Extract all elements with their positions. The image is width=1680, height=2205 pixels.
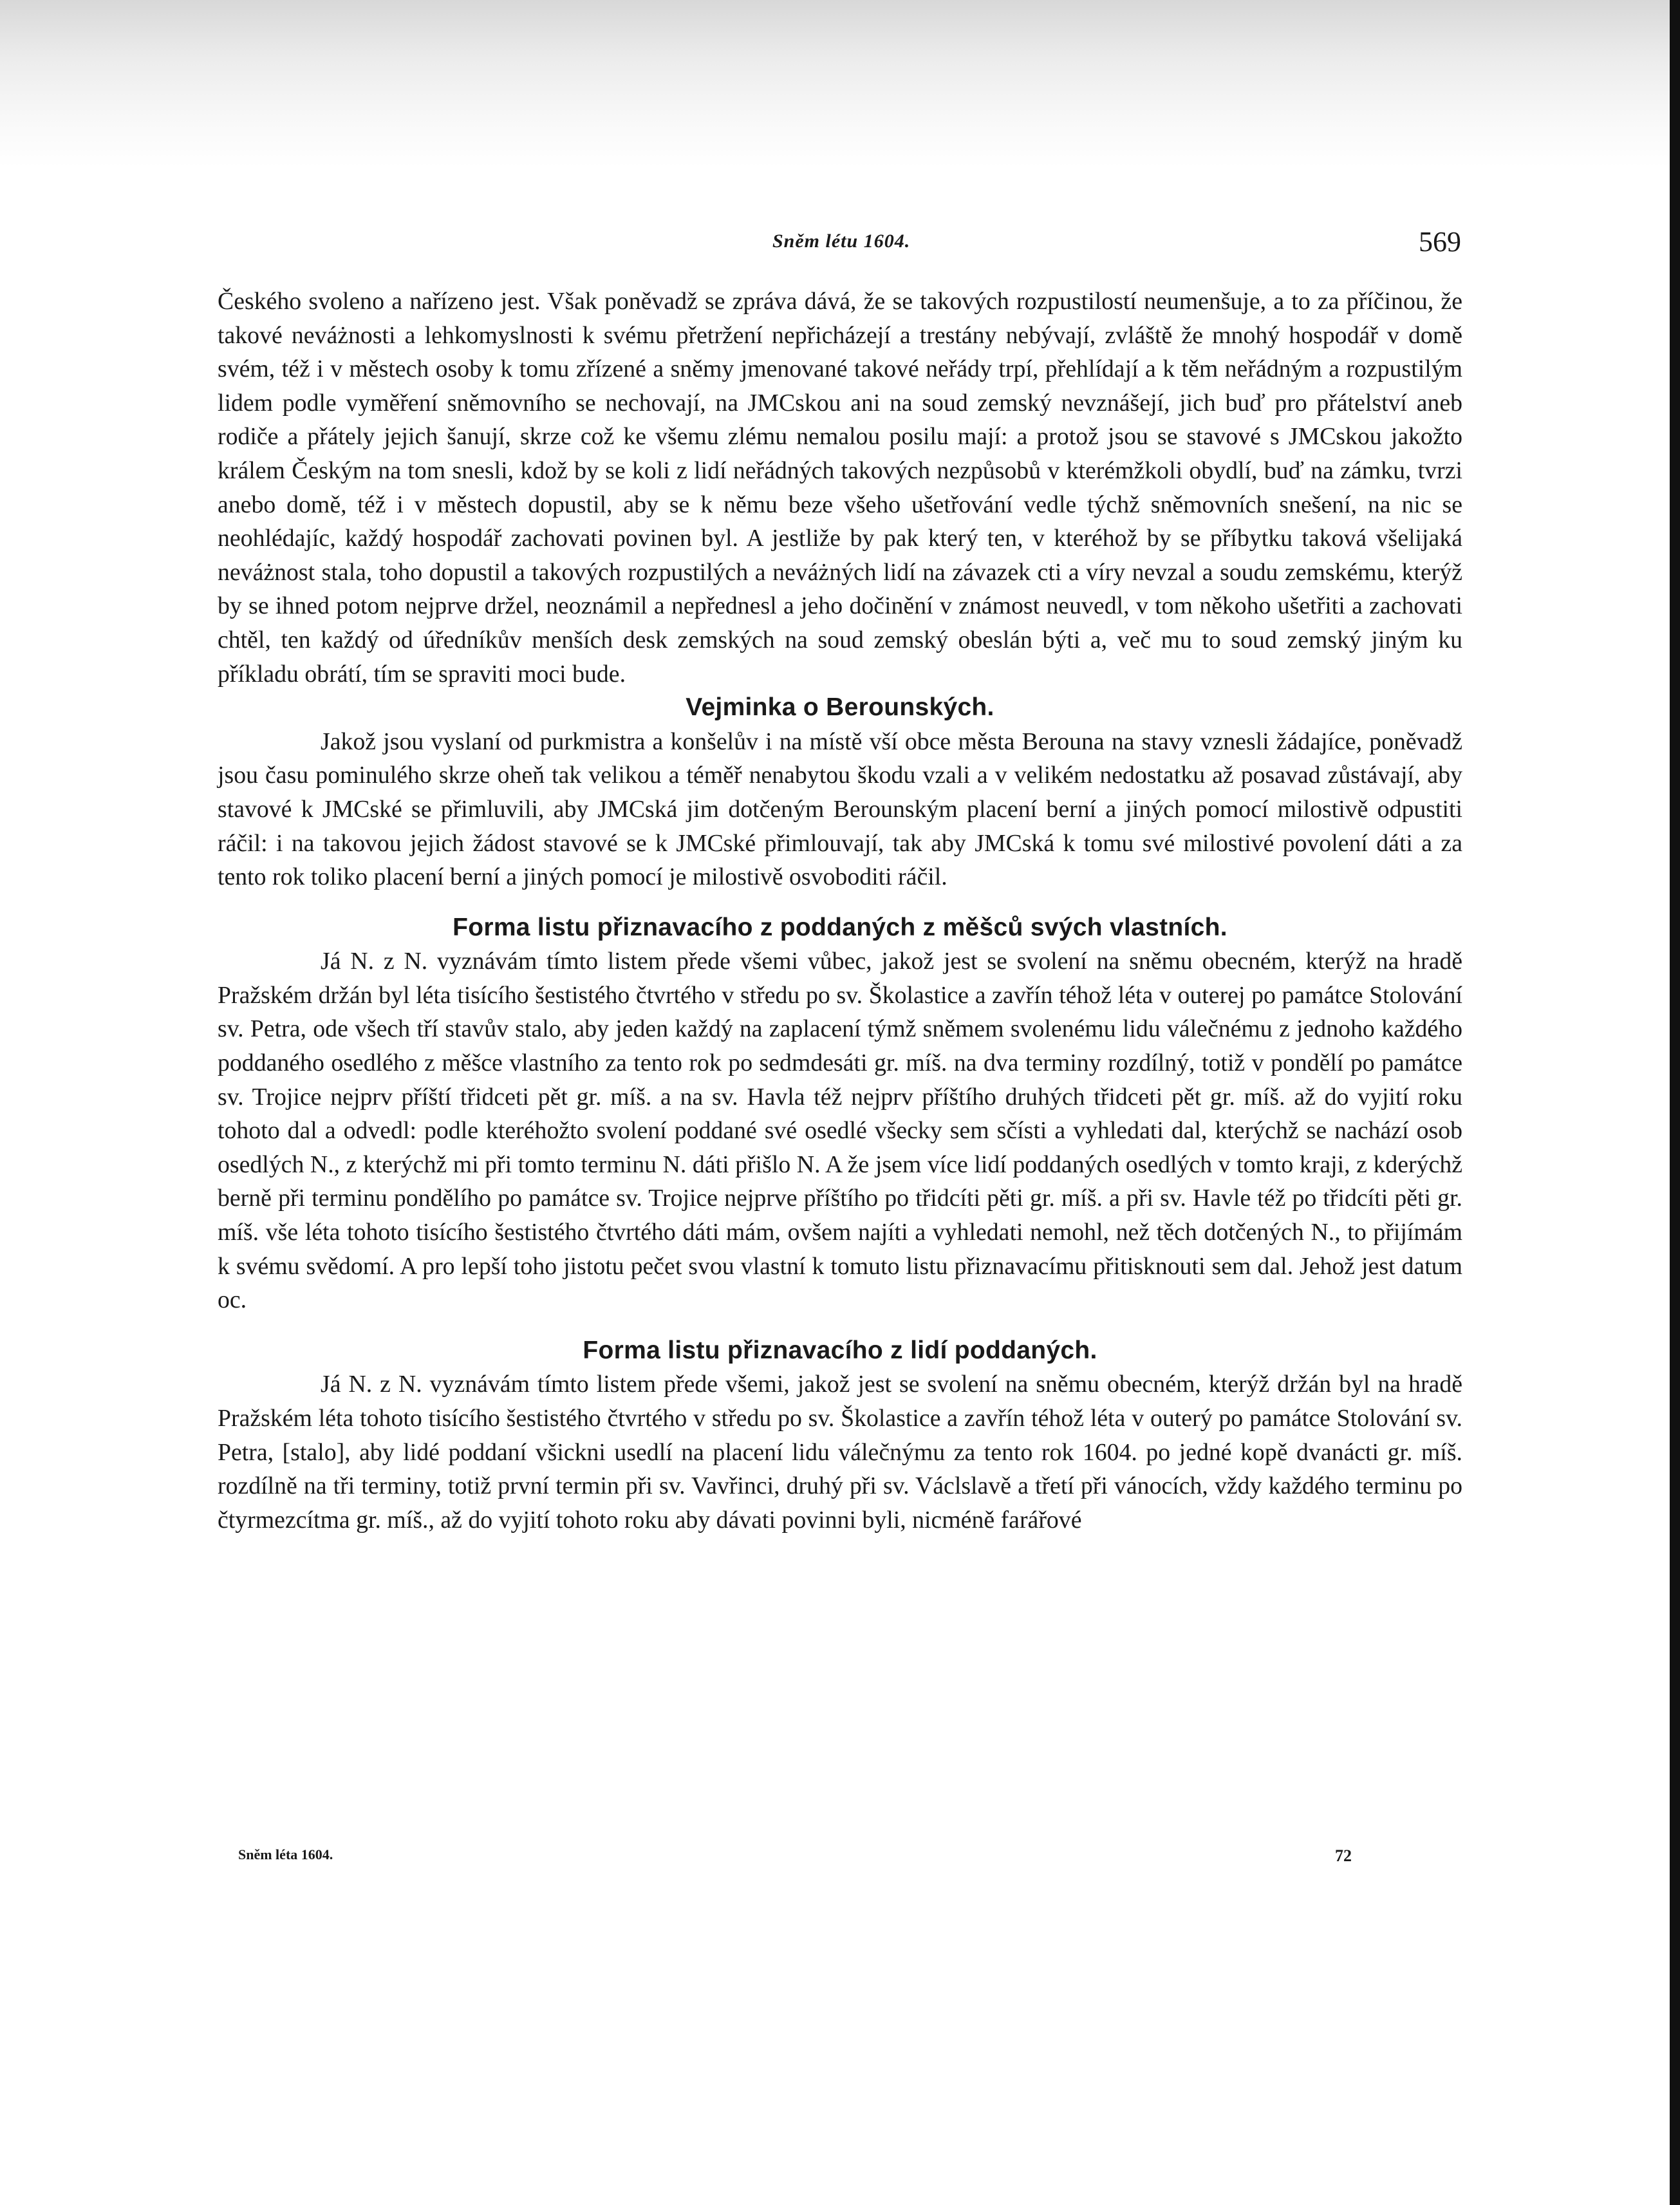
section-paragraph: Jakož jsou vyslaní od purkmistra a konšelův i na místě vší obce města Berouna na stavy vznesli žádajíce, poněvadž jsou času pominulého skrze oheň tak velikou a téměř nenabytou škodu vzali a v velikém nedostatku až posavad zůstávají, aby stavové k JMCské se přimluvili, aby JMCská jim dotčeným Berounským placení berní a jiných pomocí milostivě odpustiti ráčil: i na takovou jejich žádost stavové se k JMCské přimlouvají, tak aby JMCská k tomu své milostivé povolení dáti a za tento rok toliko placení berní a jiných pomocí je milostivě osvoboditi ráčil. bbox=[218, 727, 1462, 891]
section-paragraph: Já N. z N. vyznávám tímto listem přede všemi, jakož jest se svolení na sněmu obecném, kterýž držán byl na hradě Pražském léta tohoto tisícího šestistého čtvrtého v středu po sv. Školastice a zavřín téhož léta v outerý po památce Stolování sv. Petra, [stalo], aby lidé poddaní všickni usedlí na placení lidu válečnýmu za tento rok 1604. po jedné kopě dvanácti gr. míš. rozdílně na tři terminy, totiž první termin při sv. Vavřinci, druhý při sv. Václslavě a třetí při vánocích, vždy každého terminu po čtyrmezcítma gr. míš., až do vyjití tohoto roku aby dávati povinni byli, nicméně farářové bbox=[218, 1371, 1462, 1534]
running-title: Sněm létu 1604. bbox=[772, 230, 911, 252]
section-heading: Forma listu přiznavacího z poddaných z měšců svých vlastních. bbox=[453, 913, 1227, 941]
section-heading: Forma listu přiznavacího z lidí poddaných. bbox=[583, 1336, 1097, 1364]
scan-shading bbox=[0, 0, 1680, 167]
page-footer bbox=[238, 1846, 1352, 1866]
page-header bbox=[219, 225, 1461, 264]
continuation-paragraph: Českého svoleno a nařízeno jest. Však poněvadž se zpráva dává, že se takových rozpustilostí neumenšuje, a to za příčinou, že takové neváżnosti a lehkomyslnosti k svému přetržení nepřicházejí a trestány nebývají, zvláště že mnohý hospodář v domě svém, též i v městech osoby k tomu zřízené a sněmy jmenované takové neřády trpí, přehlídají a k těm neřádným a rozpustilým lidem podle vyměření sněmovního se nechovají, na JMCskou ani na soud zemský nevznášejí, jich buď pro přátelství aneb rodiče a přátely jejich šanují, skrze což ke všemu zlému nemalou posilu mají: a protož jsou se stavové s JMCskou jakožto králem Českým na tom snesli, kdož by se koli z lidí neřádných takových nezpůsobů v kterémžkoli obydlí, buď na zámku, tvrzi anebo domě, též i v městech dopustil, aby se k němu beze všeho ušetřování vedle týchž sněmovních snešení, na nic se neohlédajíc, každý hospodář zachovati povinen byl. A jestliže by pak který ten, v kteréhož by se příbytku taková všelijaká neváżnost stala, toho dopustil a takových rozpustilých a neváżných lidí na závazek cti a víry nevzal a soudu zemskému, kterýž by se ihned potom nejprve držel, neoznámil a nepřednesl a jeho dočinění v známost neuvedl, v tom někoho ušetřiti a zachovati chtěl, ten každý od úředníkův menších desk zemských na soud zemský obeslán býti a, več mu to soud zemský jiným ku příkladu obrátí, tím se spraviti moci bude. bbox=[218, 288, 1462, 688]
page-body bbox=[218, 285, 1462, 1537]
scan-edge bbox=[1670, 0, 1680, 2205]
page-number: 569 bbox=[1419, 226, 1461, 258]
section-heading: Vejminka o Berounských. bbox=[686, 693, 994, 722]
section-paragraph: Já N. z N. vyznávám tímto listem přede všemi vůbec, jakož jest se svolení na sněmu obecném, kterýž na hradě Pražském držán byl léta tisícího šestistého čtvrtého v středu po sv. Školastice a zavřín téhož léta v outerej po památce Stolování sv. Petra, ode všech tří stavův stalo, aby jeden každý na zaplacení týmž sněmem svolenému lidu válečnému z jednoho každého poddaného osedlého z měšce vlastního za tento rok po sedmdesáti gr. míš. na dva terminy rozdílný, totiž v pondělí po památce sv. Trojice nejprv příští třidceti pět gr. míš. a na sv. Havla též nejprv příštího druhých třidceti pět gr. míš. až do vyjití roku tohoto dal a odvedl: podle kteréhožto svolení poddané své osedlé všecky sem sčísti a vyhledati dal, kterýchž se nachází osob osedlých N., z kterýchž mi při tomto terminu N. dáti přišlo N. A že jsem více lidí poddaných osedlých v tomto kraji, z kderýchž berně při terminu pondělího po památce sv. Trojice nejprve příštího po třidcíti pěti gr. míš. a při sv. Havle též po třidcíti pěti gr. míš. vše léta tohoto tisícího šestistého čtvrtého dáti mám, ovšem najíti a vyhledati nemohl, než těch dotčených N., to přijímám k svému svědomí. A pro lepší toho jistotu pečet svou vlastní k tomuto listu přiznavacímu přitisknouti sem dal. Jehož jest datum oc. bbox=[218, 948, 1462, 1314]
signature-number: 72 bbox=[1335, 1846, 1352, 1865]
printer-signature: Sněm léta 1604. bbox=[238, 1846, 333, 1863]
